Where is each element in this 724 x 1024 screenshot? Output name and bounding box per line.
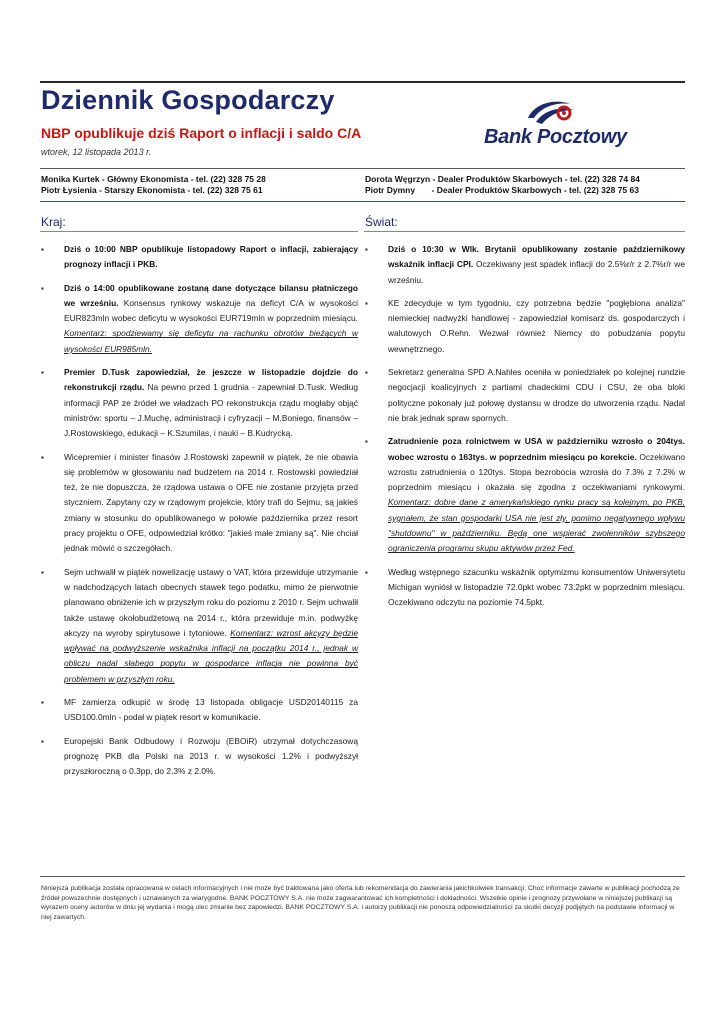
contacts-left [41,174,266,196]
news-body: MF zamierza odkupić w środę 13 listopada obligacje USD20140115 za USD100.0mln - podał w piątek resort w komunikacie. [64,697,358,723]
news-body: Oczekiwano wzrostu zatrudnienia o 120tys. Stopa bezrobocia wzrosła do 7.3% z 7.2% w poprzednim miesiącu i okazała się zgodna z oczekiwaniami rynkowymi. [388,451,685,493]
news-body: Konsensus rynkowy wskazuje na deficyt C/A w wysokości EUR823mln wobec deficytu w wysokości EUR719mln w poprzednim miesiącu. [64,297,358,324]
news-comment: Komentarz: spodziewamy się deficytu na rachunku obrotów bieżących w wysokości EUR985mln. [64,328,358,354]
news-body: Europejski Bank Odbudowy i Rozwoju (EBOiR) utrzymał dotychczasową prognozę PKB dla Polski na 2013 r. w wysokości 1.2% i podwyższył przyszłoroczną o 0.3pp, do 2.3% z 2.0%. [64,735,358,777]
news-body: Sejm uchwalił w piątek nowelizację ustawy o VAT, która przewiduje utrzymanie w nadchodzących latach obecnych stawek tego podatku, mimo że pierwotnie planowano obniżenie ich w przyszłym roku do poziomu z 2010 r. Sejm uchwalił także ustawę okołobudżetową na 2014 r., która przewiduje m.in. podwyżkę akcyzy na wyroby spirytusowe i tytoniowe. [64,566,358,638]
news-headline: Zatrudnienie poza rolnictwem w USA w październiku wzrosło o 204tys. wobec wzrostu o 163tys. w poprzednim miesiącu po korekcie. [388,436,685,462]
news-item [41,242,358,273]
disclaimer-text: Niniejsza publikacja została opracowana w celach informacyjnych i nie może być traktowana jako oferta lub rekomendacja do zawierania jakichkolwiek transakcji. Choć informacje zawarte w publikacji pochodzą ze źródeł powszechnie dostępnych i uznawanych za wiarygodne, BANK POCZTOWY S.A. nie może zagwarantować ich kompletności i dokładności. Wszelkie opinie i prognozy przywołane w niniejszej publikacji są wyrazem oceny autorów w dniu jej wydania i mogą ulec zmianie bez zapowiedzi. BANK POCZTOWY S.A. i autorzy publikacji nie ponoszą odpowiedzialności za skutki decyzji podjętych na podstawie informacji w niej zawartych. [41,885,680,922]
bullet-icon: ▪ [365,245,368,254]
news-item [365,242,685,288]
news-item [365,434,685,556]
section-rule [364,231,685,232]
contacts-right [365,174,640,196]
news-item [41,565,358,687]
contact-line: Dorota Węgrzyn - Dealer Produktów Skarbowych - tel. (22) 328 74 84 [365,174,640,184]
news-headline: Dziś o 10:00 NBP opublikuje listopadowy Raport o inflacji, zabierający prognozy inflacji i PKB. [64,244,358,270]
logo-wordmark: Bank Pocztowy [484,126,627,148]
page-title: Dziennik Gospodarczy [41,85,335,115]
contacts-divider [40,168,685,169]
header-red-rule [40,201,685,202]
kraj-news-list [41,242,358,780]
bullet-icon: ▪ [41,452,44,462]
bullet-icon: ▪ [41,283,44,293]
bullet-icon: ▪ [41,245,44,254]
news-item [41,734,358,780]
bullet-icon: ▪ [365,567,368,577]
bullet-icon: ▪ [41,567,44,577]
news-comment: Komentarz: dobre dane z amerykańskiego rynku pracy są kolejnym, po PKB, sygnałem, że stan gospodarki USA nie jest zły, pomimo negatywnego wpływu "shutdownu" w październiku. Będą one wspierać zwolenników szybszego ograniczenia programu skupu aktywów przez Fed. [388,497,685,554]
section-rule [40,231,358,232]
news-item [41,365,358,441]
contact-line: Piotr Dymny - Dealer Produktów Skarbowych - tel. (22) 328 75 63 [365,185,639,195]
news-item [365,565,685,611]
contact-line: Piotr Łysienia - Starszy Ekonomista - tel. (22) 328 75 61 [41,185,263,195]
news-headline: Premier D.Tusk zapowiedział, że jeszcze w listopadzie dojdzie do rekonstrukcji rządu. [64,367,358,393]
kraj-column [41,242,358,788]
logo-mark-icon [524,96,584,128]
news-body: Oczekiwany jest spadek inflacji do 2.5%r/r z 2.7%r/r we wrześniu. [388,259,685,285]
footer-divider [40,876,685,877]
bullet-icon: ▪ [365,298,368,308]
bullet-icon: ▪ [365,437,368,447]
bullet-icon: ▪ [41,736,44,746]
news-comment: Komentarz: wzrost akcyzy będzie wpływać na podwyższenie wskaźnika inflacji na początku 2014 r., jednak w obliczu nadal słabego popytu w gospodarce inflacja nie powinna być problemem w przyszłym roku. [64,627,359,684]
bullet-icon: ▪ [41,698,44,708]
section-heading-swiat: Świat: [365,215,398,229]
news-headline: Dziś o 14:00 opublikowane zostaną dane dotyczące bilansu płatniczego we wrześniu. [64,282,358,308]
swiat-news-list [365,242,685,611]
news-item [41,450,358,557]
news-body: Na pewno przed 1 grudnia - zapewniał D.Tusk. Według informacji PAP ze źródeł we władzach PO rekonstrukcja rządu mogłaby objąć ministrów: sportu – J.Muchę, administracji i cyfryzacji – M.Boniego, finansów – J.Rostowskiego, edukacji – K.Szumilas, i nauki – B.Kudrycką. [64,382,358,439]
top-divider [40,81,685,83]
bullet-icon: ▪ [365,368,368,378]
news-body: Sekretarz generalna SPD A.Nahles oceniła w poniedziałek po kolejnej rundzie negocjacji koalicyjnych z partiami chadeckimi CDU i CSU, że oba bloki polityczne pokonały już połowę dystansu w drodze do utworzenia rządu. Nadal nie brak jednak spraw spornych. [388,367,685,423]
news-body: Wicepremier i minister finasów J.Rostowski zapewnił w piątek, że nie obawia się problemów w głosowaniu nad budżetem na 2014 r. Rostowski powiedział też, że nie dopuszcza, że rządowa ustawa o OFE nie zostanie przyjęta przed styczniem. Zapytany czy w rządowym projekcie, który trafi do Sejmu, są jakieś zmiany w stosunku do opublikowanego w połowie października przez resort pracy projektu o OFE, odpowiedział krótko: "jakieś małe zmiany są". Nie chciał jednak mówić o szczegółach. [64,451,358,554]
news-headline: Dziś o 10:30 w Wlk. Brytanii opublikowany zostanie październikowy wskaźnik inflacji CPI. [388,244,685,270]
page-subtitle: NBP opublikuje dziś Raport o inflacji i saldo C/A [41,125,362,141]
news-item [41,695,358,726]
news-item [365,296,685,357]
news-body: Według wstępnego szacunku wskaźnik optymizmu konsumentów Uniwersytetu Michigan wyniósł w listopadzie 72.0pkt wobec 73.2pkt w poprzednim miesiącu. Oczekiwano odczytu na poziomie 74.5pkt. [388,566,685,608]
section-heading-kraj: Kraj: [41,215,66,229]
news-body: KE zdecyduje w tym tygodniu, czy potrzebna będzie "pogłębiona analiza" niemieckiej nadwyżki handlowej - zapowiedział komisarz ds. gospodarczych i walutowych O.Rehn. Wezwał również Niemcy do pobudzania popytu wewnętrznego. [388,297,685,354]
bullet-icon: ▪ [41,368,44,378]
swiat-column [365,242,685,619]
news-item [365,365,685,426]
news-item [41,281,358,357]
bank-pocztowy-logo [474,96,634,156]
publication-date: wtorek, 12 listopada 2013 r. [41,147,152,157]
contact-line: Monika Kurtek - Główny Ekonomista - tel. (22) 328 75 28 [41,174,266,184]
